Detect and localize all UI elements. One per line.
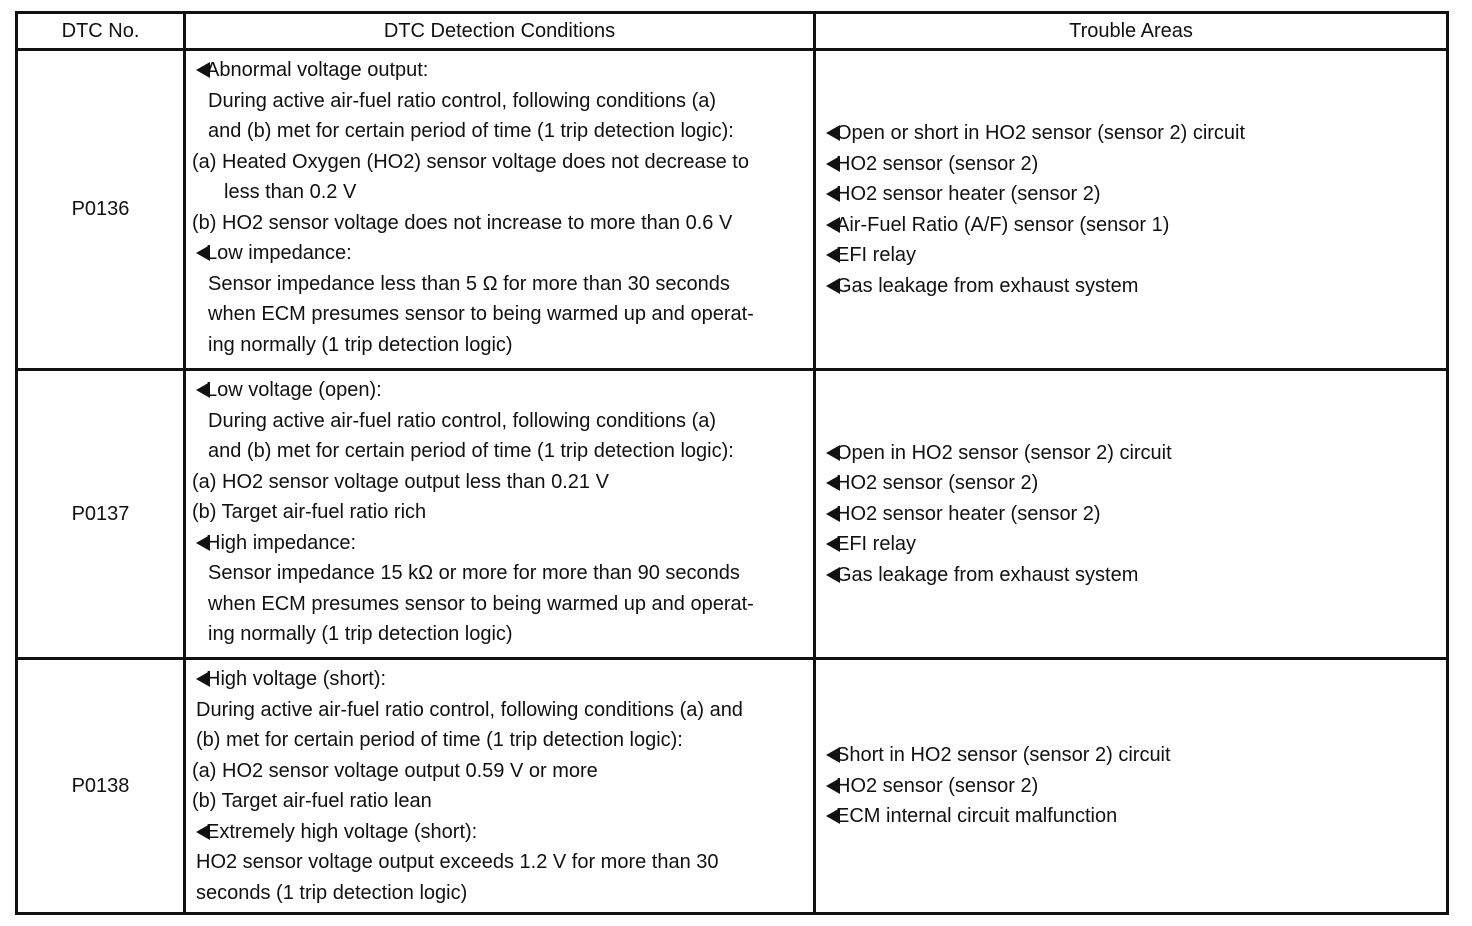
- condition-text: when ECM presumes sensor to being warmed up and operat-: [208, 303, 754, 325]
- condition-line: [192, 147, 807, 178]
- trouble-area-item: [826, 499, 1438, 530]
- condition-text: Sensor impedance 15 kΩ or more for more than 90 seconds: [208, 562, 740, 584]
- condition-text: Low impedance:: [206, 242, 352, 264]
- trouble-area-text: Gas leakage from exhaust system: [836, 563, 1139, 586]
- condition-line: [192, 786, 807, 817]
- condition-text: (a) Heated Oxygen (HO2) sensor voltage does not decrease to: [192, 150, 749, 173]
- trouble-area-text: HO2 sensor (sensor 2): [836, 774, 1039, 797]
- trouble-area-item: [826, 740, 1438, 771]
- condition-line: [192, 269, 807, 300]
- detection-conditions-cell: [185, 659, 815, 914]
- condition-line: [192, 208, 807, 239]
- trouble-area-text: HO2 sensor heater (sensor 2): [836, 502, 1101, 525]
- condition-line: [192, 756, 807, 787]
- trouble-area-text: Open or short in HO2 sensor (sensor 2) circuit: [836, 122, 1246, 144]
- condition-text: less than 0.2 V: [224, 181, 357, 203]
- header-row: [17, 13, 1448, 50]
- condition-line: [192, 619, 807, 650]
- trouble-area-item: [826, 179, 1438, 210]
- condition-text: seconds (1 trip detection logic): [196, 881, 468, 904]
- condition-heading: [192, 375, 807, 406]
- dtc-code: P0138: [17, 659, 185, 914]
- trouble-area-item: [826, 801, 1438, 832]
- table-row: [17, 50, 1448, 370]
- header-dtc-no: DTC No.: [17, 13, 185, 50]
- condition-text: (a) HO2 sensor voltage output 0.59 V or more: [192, 759, 598, 782]
- condition-line: [192, 725, 807, 756]
- trouble-area-text: Short in HO2 sensor (sensor 2) circuit: [836, 744, 1171, 767]
- condition-line: [192, 116, 807, 147]
- condition-heading: [192, 528, 807, 559]
- trouble-area-item: [826, 468, 1438, 499]
- trouble-area-item: [826, 149, 1438, 180]
- header-trouble-areas: Trouble Areas: [815, 13, 1448, 50]
- condition-line: [192, 177, 807, 208]
- trouble-areas-cell: [815, 50, 1448, 370]
- condition-text: Extremely high voltage (short):: [206, 820, 478, 843]
- condition-line: [192, 299, 807, 330]
- condition-text: and (b) met for certain period of time (1 trip detection logic):: [208, 120, 734, 142]
- condition-text: (b) met for certain period of time (1 trip detection logic):: [196, 729, 683, 751]
- condition-text: (b) Target air-fuel ratio rich: [192, 501, 427, 523]
- condition-text: During active air-fuel ratio control, following conditions (a): [208, 409, 717, 432]
- condition-text: (b) Target air-fuel ratio lean: [192, 790, 432, 812]
- condition-line: [192, 589, 807, 620]
- trouble-area-item: [826, 240, 1438, 271]
- condition-text: During active air-fuel ratio control, following conditions (a) and: [196, 698, 743, 721]
- condition-heading: [192, 55, 807, 86]
- condition-text: Abnormal voltage output:: [206, 59, 429, 81]
- table-row: [17, 659, 1448, 914]
- condition-text: and (b) met for certain period of time (1 trip detection logic):: [208, 440, 734, 462]
- dtc-code: P0137: [17, 370, 185, 659]
- condition-text: Sensor impedance less than 5 Ω for more than 30 seconds: [208, 272, 730, 295]
- condition-line: [192, 695, 807, 726]
- condition-line: [192, 878, 807, 909]
- condition-text: (a) HO2 sensor voltage output less than 0.21 V: [192, 470, 609, 493]
- condition-text: Low voltage (open):: [206, 379, 382, 401]
- trouble-areas-cell: [815, 370, 1448, 659]
- condition-text: HO2 sensor voltage output exceeds 1.2 V for more than 30: [196, 851, 719, 873]
- condition-heading: [192, 664, 807, 695]
- header-detection-conditions: DTC Detection Conditions: [185, 13, 815, 50]
- condition-line: [192, 497, 807, 528]
- condition-text: ing normally (1 trip detection logic): [208, 623, 513, 645]
- trouble-area-text: EFI relay: [836, 533, 917, 556]
- dtc-code: P0136: [17, 50, 185, 370]
- condition-text: ing normally (1 trip detection logic): [208, 333, 513, 356]
- condition-heading: [192, 817, 807, 848]
- condition-text: when ECM presumes sensor to being warmed up and operat-: [208, 592, 754, 615]
- trouble-area-text: Air-Fuel Ratio (A/F) sensor (sensor 1): [836, 213, 1170, 236]
- trouble-area-text: Gas leakage from exhaust system: [836, 274, 1139, 297]
- trouble-area-item: [826, 771, 1438, 802]
- trouble-areas-cell: [815, 659, 1448, 914]
- condition-text: (b) HO2 sensor voltage does not increase to more than 0.6 V: [192, 211, 733, 234]
- condition-line: [192, 558, 807, 589]
- trouble-area-item: [826, 118, 1438, 149]
- detection-conditions-cell: [185, 370, 815, 659]
- condition-line: [192, 436, 807, 467]
- trouble-area-item: [826, 438, 1438, 469]
- trouble-area-item: [826, 271, 1438, 302]
- condition-line: [192, 847, 807, 878]
- dtc-table: [15, 11, 1449, 915]
- trouble-area-text: HO2 sensor (sensor 2): [836, 472, 1039, 495]
- trouble-area-text: Open in HO2 sensor (sensor 2) circuit: [836, 441, 1172, 464]
- condition-line: [192, 330, 807, 361]
- trouble-area-text: ECM internal circuit malfunction: [836, 805, 1118, 828]
- trouble-area-text: HO2 sensor (sensor 2): [836, 152, 1039, 175]
- trouble-area-item: [826, 529, 1438, 560]
- condition-text: High voltage (short):: [206, 668, 387, 690]
- condition-text: During active air-fuel ratio control, following conditions (a): [208, 89, 717, 112]
- trouble-area-item: [826, 560, 1438, 591]
- condition-heading: [192, 238, 807, 269]
- trouble-area-item: [826, 210, 1438, 241]
- condition-line: [192, 86, 807, 117]
- trouble-area-text: EFI relay: [836, 244, 917, 266]
- condition-line: [192, 467, 807, 498]
- condition-text: High impedance:: [206, 531, 357, 554]
- trouble-area-text: HO2 sensor heater (sensor 2): [836, 183, 1101, 205]
- detection-conditions-cell: [185, 50, 815, 370]
- condition-line: [192, 406, 807, 437]
- table-row: [17, 370, 1448, 659]
